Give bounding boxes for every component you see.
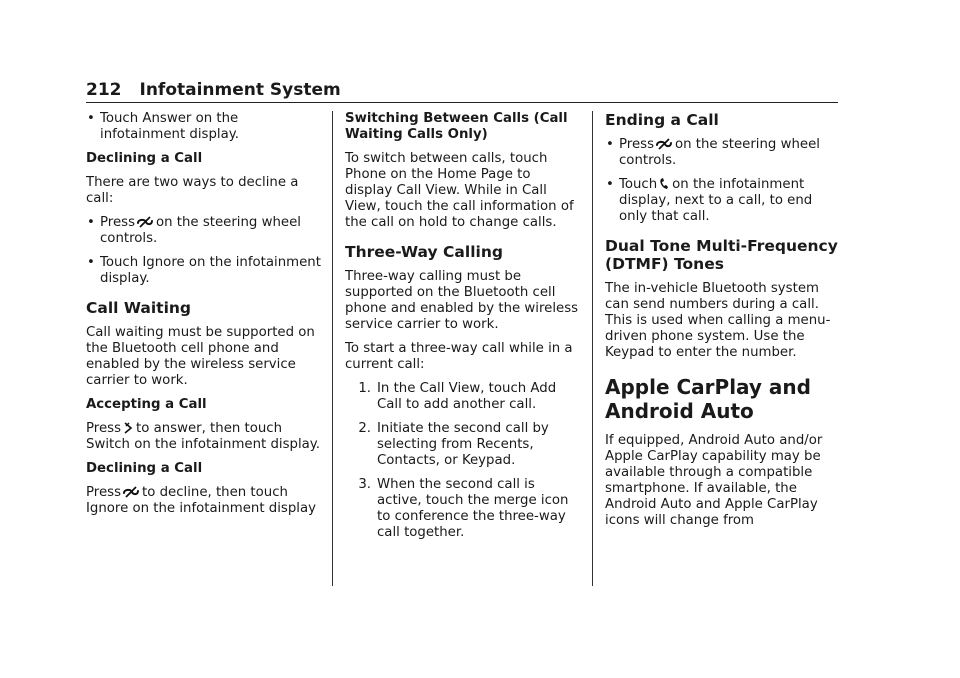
numbered-step: 3. When the second call is active, touch the merge icon to conference the three-way call together. — [358, 477, 569, 540]
phone-end-icon — [659, 178, 669, 190]
paragraph: Press to decline, then touch Ignore on the infotainment display — [86, 485, 316, 516]
subheading: Switching Between Calls (Call Waiting Calls Only) — [345, 111, 568, 142]
section-heading: Ending a Call — [605, 111, 719, 129]
bullet-item: • Touch on the infotainment display, next to a call, to end only that call. — [605, 177, 841, 225]
bullet-item: • Press on the steering wheel controls. — [605, 137, 841, 169]
subheading: Declining a Call — [86, 461, 203, 476]
column-divider — [332, 111, 333, 586]
paragraph: To switch between calls, touch Phone on the Home Page to display Call View. While in Call View, touch the call information of the call on hold to change calls. — [345, 151, 574, 230]
paragraph: There are two ways to decline a call: — [86, 175, 299, 206]
subheading: Declining a Call — [86, 151, 203, 166]
column-3 — [605, 111, 841, 537]
hang-up-icon — [123, 486, 139, 498]
section-title: Infotainment System — [139, 80, 341, 100]
paragraph: Three-way calling must be supported on the Bluetooth cell phone and enabled by the wireless service carrier to work. — [345, 269, 579, 332]
section-heading: Dual Tone Multi-Frequency (DTMF) Tones — [605, 237, 838, 273]
paragraph: Press to answer, then touch Switch on the infotainment display. — [86, 421, 320, 452]
bullet-item: • Touch Answer on the infotainment display. — [86, 111, 322, 143]
paragraph: If equipped, Android Auto and/or Apple CarPlay capability may be available through a compatible smartphone. If available, the Android Auto and Apple CarPlay icons will change from — [605, 433, 823, 528]
column-1 — [86, 111, 322, 525]
bullet-item: • Touch Ignore on the infotainment display. — [86, 255, 322, 287]
bullet-item: • Press on the steering wheel controls. — [86, 215, 322, 247]
page-number: 212 — [86, 80, 122, 100]
paragraph: Call waiting must be supported on the Bluetooth cell phone and enabled by the wireless service carrier to work. — [86, 325, 315, 388]
paragraph: The in-vehicle Bluetooth system can send numbers during a call. This is used when calling a menu-driven phone system. Use the Keypad to enter the number. — [605, 281, 831, 360]
section-heading: Call Waiting — [86, 299, 192, 317]
hang-up-icon — [656, 138, 672, 150]
subheading: Accepting a Call — [86, 397, 207, 412]
column-2 — [345, 111, 581, 549]
push-to-talk-icon — [123, 422, 133, 434]
section-heading: Three-Way Calling — [345, 243, 503, 261]
paragraph: To start a three-way call while in a current call: — [345, 341, 573, 372]
major-heading: Apple CarPlay and Android Auto — [605, 375, 811, 423]
column-divider — [592, 111, 593, 586]
hang-up-icon — [137, 216, 153, 228]
numbered-step: 1. In the Call View, touch Add Call to add another call. — [358, 381, 557, 412]
numbered-step: 2. Initiate the second call by selecting from Recents, Contacts, or Keypad. — [358, 421, 549, 468]
page-header — [86, 80, 838, 103]
